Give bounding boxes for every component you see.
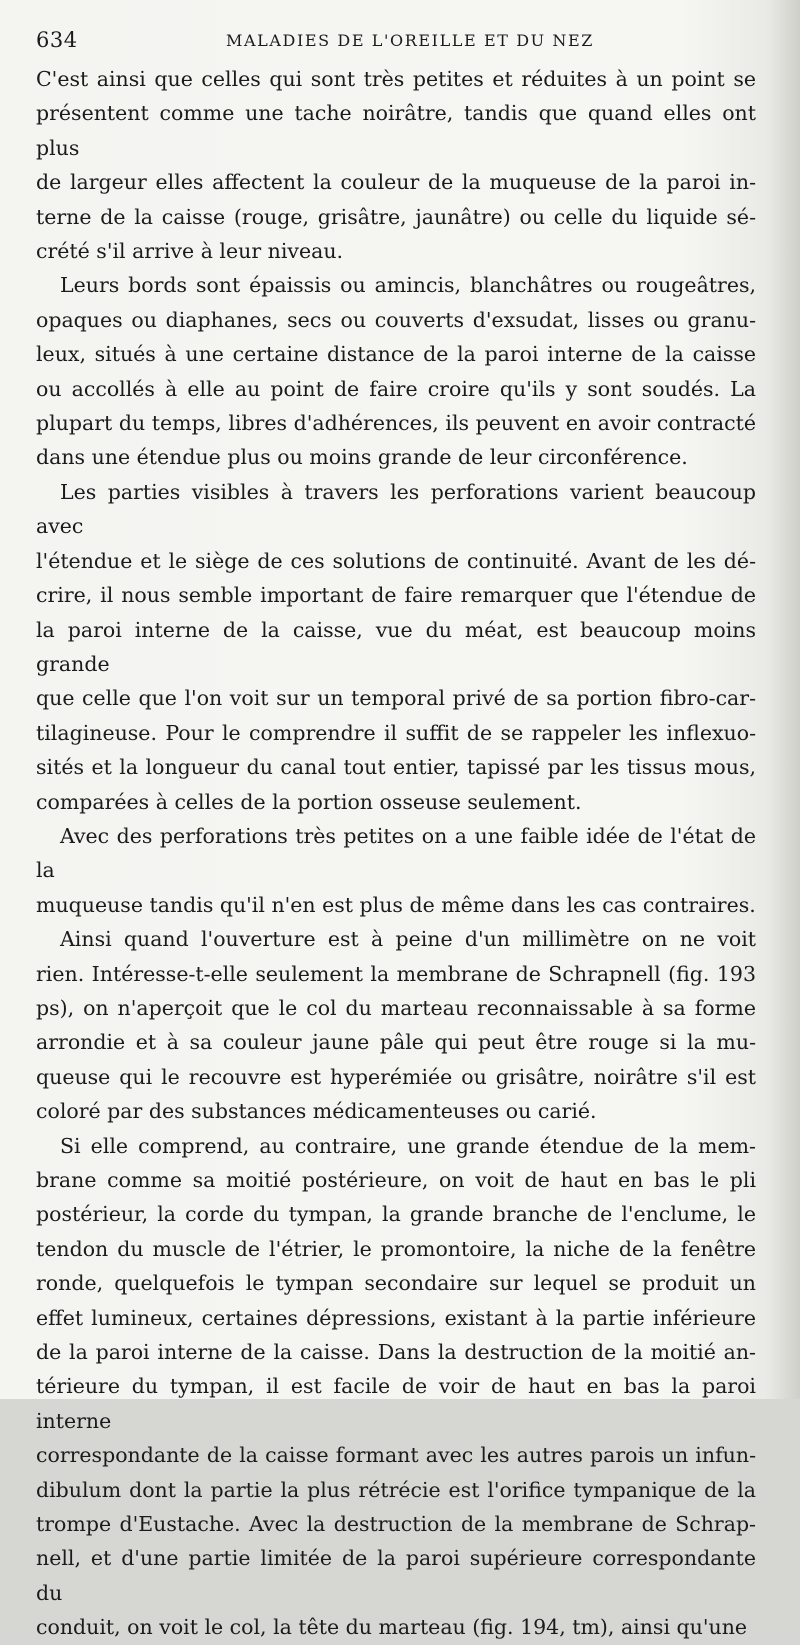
text-line: l'étendue et le siège de ces solutions de continuité. Avant de les dé- xyxy=(36,548,756,573)
text-line: de largeur elles affectent la couleur de la muqueuse de la paroi in- xyxy=(36,170,756,195)
text-line: brane comme sa moitié postérieure, on voit de haut en bas le pli xyxy=(36,1168,756,1192)
text-line: Les parties visibles à travers les perforations varient beaucoup avec xyxy=(36,479,756,539)
paragraph xyxy=(36,922,756,1128)
text-line: conduit, on voit le col, la tête du marteau (fig. 194, tm), ainsi qu'une xyxy=(36,1615,748,1640)
text-line: dibulum dont la partie la plus rétrécie est l'orifice tympanique de la xyxy=(36,1477,756,1502)
text-line: postérieur, la corde du tympan, la grande branche de l'enclume, le xyxy=(36,1202,756,1227)
page-header xyxy=(36,28,760,58)
page-number: 634 xyxy=(36,28,78,52)
text-line: coloré par des substances médicamenteuses ou carié. xyxy=(36,1099,597,1124)
text-line: muqueuse tandis qu'il n'en est plus de même dans les cas contraires. xyxy=(36,892,756,917)
text-line: arrondie et à sa couleur jaune pâle qui peut être rouge si la mu- xyxy=(36,1030,756,1055)
text-line: dans une étendue plus ou moins grande de leur circonférence. xyxy=(36,445,688,470)
text-line: Leurs bords sont épaissis ou amincis, blanchâtres ou rougeâtres, xyxy=(60,273,756,298)
text-line: tendon du muscle de l'étrier, le promontoire, la niche de la fenêtre xyxy=(36,1236,756,1261)
paragraph xyxy=(36,819,756,922)
text-line: comparées à celles de la portion osseuse seulement. xyxy=(36,789,582,814)
text-line: correspondante de la caisse formant avec les autres parois un infun- xyxy=(36,1443,756,1468)
text-line: C'est ainsi que celles qui sont très petites et réduites à un point se xyxy=(36,67,756,91)
text-line: plupart du temps, libres d'adhérences, ils peuvent en avoir contracté xyxy=(36,411,756,436)
paragraph xyxy=(36,475,756,819)
paragraph xyxy=(36,62,756,268)
paragraph xyxy=(36,268,756,474)
text-line: leux, situés à une certaine distance de la paroi interne de la caisse xyxy=(36,342,756,367)
text-line: crire, il nous semble important de faire remarquer que l'étendue de xyxy=(36,583,756,608)
text-line: présentent comme une tache noirâtre, tandis que quand elles ont plus xyxy=(36,101,756,160)
paragraph xyxy=(36,1129,756,1645)
text-line: Avec des perforations très petites on a une faible idée de l'état de la xyxy=(36,823,756,883)
text-line: térieure du tympan, il est facile de voir de haut en bas la paroi interne xyxy=(36,1374,756,1433)
text-line: opaques ou diaphanes, secs ou couverts d'exsudat, lisses ou granu- xyxy=(36,307,756,332)
text-line: sités et la longueur du canal tout entier, tapissé par les tissus mous, xyxy=(36,755,756,780)
text-line: rien. Intéresse-t-elle seulement la membrane de Schrapnell (fig. 193 xyxy=(36,961,756,986)
text-line: effet lumineux, certaines dépressions, existant à la partie inférieure xyxy=(36,1305,756,1330)
text-line: trompe d'Eustache. Avec la destruction de la membrane de Schrap- xyxy=(36,1512,756,1537)
text-line: de la paroi interne de la caisse. Dans la destruction de la moitié an- xyxy=(36,1340,756,1365)
text-line: la paroi interne de la caisse, vue du méat, est beaucoup moins grande xyxy=(36,617,756,676)
running-head: MALADIES DE L'OREILLE ET DU NEZ xyxy=(226,31,595,50)
text-line: tilagineuse. Pour le comprendre il suffit de se rappeler les inflexuo- xyxy=(36,720,756,745)
text-line: Ainsi quand l'ouverture est à peine d'un millimètre on ne voit xyxy=(60,927,756,952)
text-line: crété s'il arrive à leur niveau. xyxy=(36,239,344,264)
text-line: queuse qui le recouvre est hyperémiée ou grisâtre, noirâtre s'il est xyxy=(36,1064,756,1089)
text-line: Si elle comprend, au contraire, une grande étendue de la mem- xyxy=(60,1133,756,1158)
text-line: que celle que l'on voit sur un temporal privé de sa portion fibro-car- xyxy=(36,686,756,711)
text-line: nell, et d'une partie limitée de la paroi supérieure correspondante du xyxy=(36,1546,756,1605)
text-line: ronde, quelquefois le tympan secondaire sur lequel se produit un xyxy=(36,1271,756,1296)
text-line: ps), on n'aperçoit que le col du marteau reconnaissable à sa forme xyxy=(36,995,756,1020)
text-line: ou accollés à elle au point de faire croire qu'ils y sont soudés. La xyxy=(36,376,756,401)
body-text xyxy=(36,62,756,1645)
text-line: terne de la caisse (rouge, grisâtre, jaunâtre) ou celle du liquide sé- xyxy=(36,204,756,229)
